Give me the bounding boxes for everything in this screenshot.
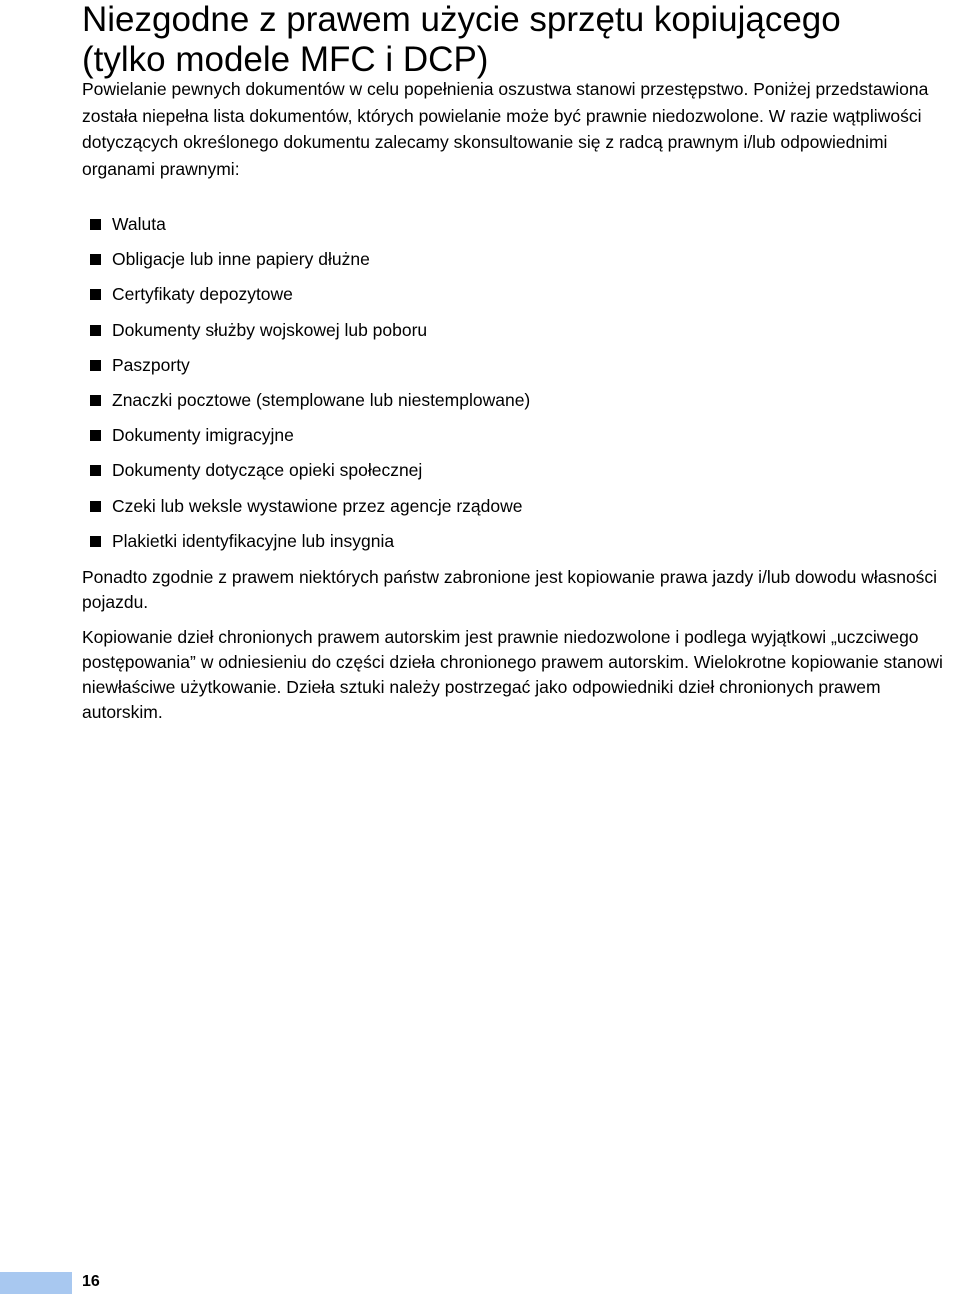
list-item-label: Dokumenty służby wojskowej lub poboru [112, 319, 428, 340]
square-bullet-icon [90, 219, 101, 230]
page-title-line-2: (tylko modele MFC i DCP) [82, 40, 489, 79]
list-item-label: Dokumenty dotyczące opieki społecznej [112, 460, 423, 481]
list-item [82, 528, 530, 563]
list-item [82, 352, 530, 387]
page-title [82, 0, 942, 80]
list-item [82, 281, 530, 316]
page-title-line-1: Niezgodne z prawem użycie sprzętu kopiującego [82, 0, 841, 39]
square-bullet-icon [90, 325, 101, 336]
list-item [82, 387, 530, 422]
square-bullet-icon [90, 254, 101, 265]
square-bullet-icon [90, 395, 101, 406]
square-bullet-icon [90, 465, 101, 476]
list-item [82, 493, 530, 528]
square-bullet-icon [90, 360, 101, 371]
square-bullet-icon [90, 536, 101, 547]
document-list [82, 211, 530, 563]
square-bullet-icon [90, 430, 101, 441]
copyright-paragraph: Kopiowanie dzieł chronionych prawem autorskim jest prawnie niedozwolone i podlega wyjątkowi „uczciwego postępowania” w odniesieniu do części dzieła chronionego prawem autorskim. Wielokrotne kopiowanie stanowi niewłaściwe użytkowanie. Dzieła sztuki należy postrzegać jako odpowiedniki dzieł chronionych prawem autorskim. [82, 627, 943, 722]
list-item-label: Znaczki pocztowe (stemplowane lub niestemplowane) [112, 389, 531, 410]
list-item [82, 457, 530, 492]
list-item-label: Dokumenty imigracyjne [112, 425, 294, 446]
list-item-label: Czeki lub weksle wystawione przez agencje rządowe [112, 495, 523, 516]
list-item [82, 211, 530, 246]
square-bullet-icon [90, 289, 101, 300]
intro-paragraph: Powielanie pewnych dokumentów w celu popełnienia oszustwa stanowi przestępstwo. Poniżej przedstawiona została niepełna lista dokumentów, których powielanie może być prawnie niedozwolone. W razie wątpliwości dotyczących określonego dokumentu zalecamy skonsultowanie się z radcą prawnym i/lub odpowiednimi organami prawnymi: [82, 79, 929, 179]
page-tab-marker [0, 1272, 72, 1294]
page-number: 16 [82, 1273, 100, 1290]
list-item-label: Paszporty [112, 354, 190, 375]
list-item-label: Plakietki identyfikacyjne lub insygnia [112, 530, 395, 551]
list-item [82, 246, 530, 281]
square-bullet-icon [90, 501, 101, 512]
list-item-label: Waluta [112, 214, 166, 234]
list-item-label: Certyfikaty depozytowe [112, 284, 293, 305]
license-paragraph: Ponadto zgodnie z prawem niektórych państw zabronione jest kopiowanie prawa jazdy i/lub dowodu własności pojazdu. [82, 567, 938, 612]
list-item [82, 317, 530, 352]
list-item [82, 422, 530, 457]
list-item-label: Obligacje lub inne papiery dłużne [112, 249, 370, 270]
